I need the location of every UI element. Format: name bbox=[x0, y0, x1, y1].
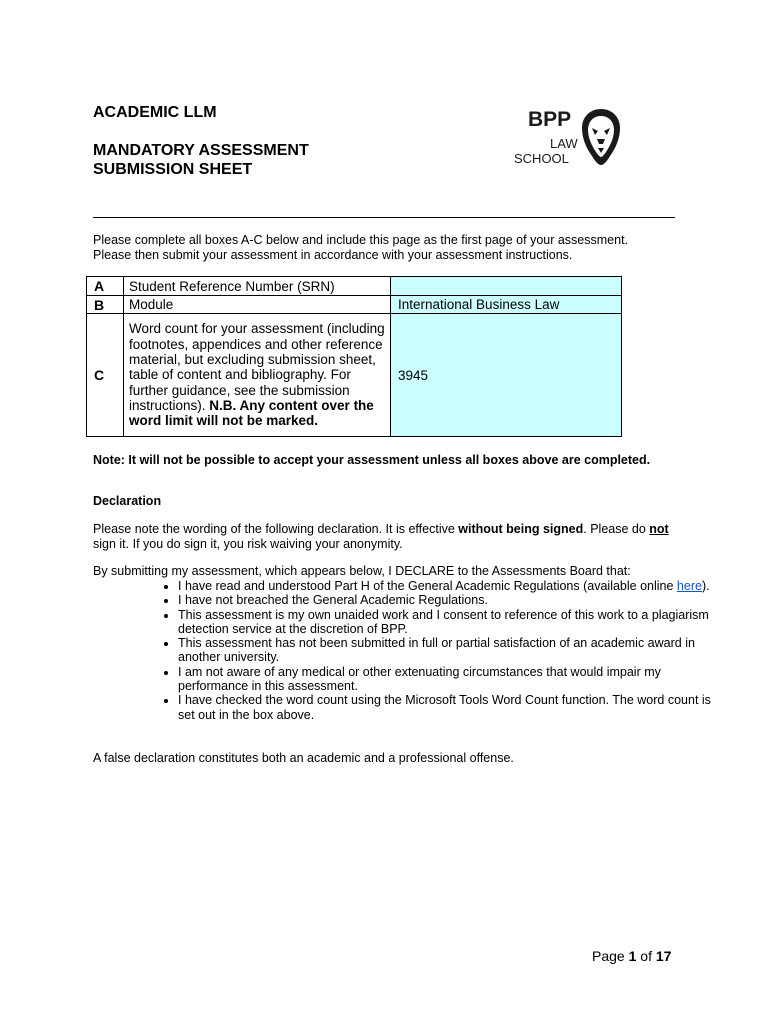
row-label: Student Reference Number (SRN) bbox=[124, 277, 391, 296]
list-item: • This assessment has not been submitted in full or partial satisfaction of an academic award in another university. bbox=[178, 636, 718, 665]
title-line-3: SUBMISSION SHEET bbox=[93, 161, 253, 178]
table-row bbox=[87, 277, 622, 296]
logo-law: LAW bbox=[550, 136, 578, 151]
row-label: Module bbox=[124, 296, 391, 314]
list-item bbox=[178, 579, 718, 593]
logo-brand: BPP bbox=[528, 108, 572, 131]
intro-text bbox=[93, 233, 628, 262]
page-number bbox=[592, 948, 671, 964]
table-row bbox=[87, 296, 622, 314]
list-item: • This assessment is my own unaided work and I consent to reference of this work to a plagiarism detection service at the discretion of BPP. bbox=[178, 608, 718, 637]
srn-field[interactable] bbox=[391, 277, 622, 296]
p1-text-c: . Please do bbox=[583, 522, 650, 536]
title-line-2: MANDATORY ASSESSMENT bbox=[93, 142, 309, 159]
intro-line-2: Please then submit your assessment in accordance with your assessment instructions. bbox=[93, 247, 573, 262]
completion-note: Note: It will not be possible to accept your assessment unless all boxes above are completed. bbox=[93, 453, 651, 467]
declaration-paragraph-2: By submitting my assessment, which appears below, I DECLARE to the Assessments Board that: bbox=[93, 564, 631, 578]
of-label: of bbox=[640, 948, 652, 964]
title-line-1: ACADEMIC LLM bbox=[93, 104, 217, 121]
page-total: 17 bbox=[655, 948, 672, 964]
module-field[interactable]: International Business Law bbox=[391, 296, 622, 314]
bullet-1-text-a: I have read and understood Part H of the General Academic Regulations (available online bbox=[178, 579, 677, 593]
intro-line-1: Please complete all boxes A-C below and include this page as the first page of your assessment. bbox=[93, 233, 629, 247]
list-item: • I have checked the word count using the Microsoft Tools Word Count function. The word count is set out in the box above. bbox=[178, 693, 718, 722]
page-label: Page bbox=[592, 948, 625, 964]
header-divider bbox=[93, 217, 675, 218]
declaration-list bbox=[130, 579, 718, 722]
p1-text-a: Please note the wording of the following declaration. It is effective bbox=[93, 522, 459, 536]
declaration-heading: Declaration bbox=[93, 494, 162, 508]
lion-icon bbox=[578, 108, 624, 166]
row-key: C bbox=[87, 314, 124, 437]
bullet-1-text-b: ). bbox=[701, 579, 710, 593]
logo-school: SCHOOL bbox=[514, 151, 569, 166]
bpp-logo bbox=[512, 108, 627, 170]
p1-text-e: sign it. If you do sign it, you risk waiving your anonymity. bbox=[93, 537, 403, 551]
word-count-field[interactable]: 3945 bbox=[391, 314, 622, 437]
list-item: • I have not breached the General Academic Regulations. bbox=[178, 593, 718, 607]
page-current: 1 bbox=[628, 948, 637, 964]
list-item: • I am not aware of any medical or other extenuating circumstances that would impair my performance in this assessment. bbox=[178, 665, 718, 694]
p1-bold-unsigned: without being signed bbox=[458, 522, 584, 536]
table-row bbox=[87, 314, 622, 437]
word-limit-warning: N.B. Any content over the word limit will not be marked. bbox=[129, 397, 374, 429]
false-declaration-statement: A false declaration constitutes both an academic and a professional offense. bbox=[93, 751, 514, 765]
declaration-paragraph-1 bbox=[93, 522, 683, 552]
submission-form-table bbox=[86, 276, 622, 437]
row-key: B bbox=[87, 296, 124, 314]
regulations-link[interactable]: here bbox=[676, 579, 702, 593]
document-title bbox=[93, 103, 309, 179]
row-key: A bbox=[87, 277, 124, 296]
p1-bold-not: not bbox=[649, 522, 669, 536]
word-count-description: Word count for your assessment (including footnotes, appendices and other reference material, but excluding submission sheet, table of content and bibliography. For further guidance, see the submission instructions). bbox=[129, 321, 385, 413]
row-label bbox=[124, 314, 391, 437]
